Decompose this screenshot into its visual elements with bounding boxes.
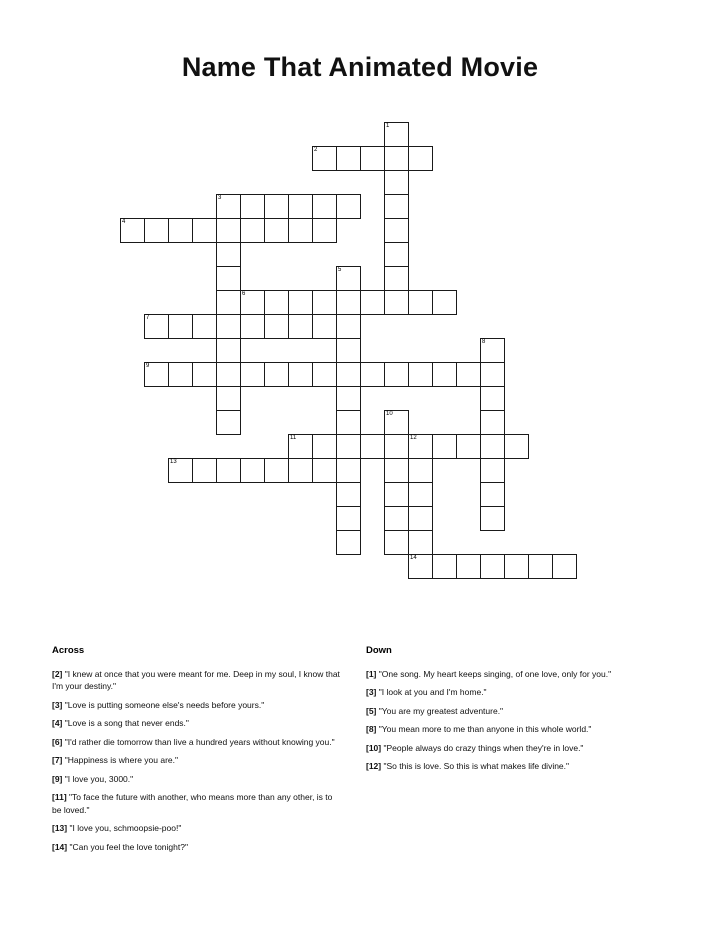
grid-cell[interactable] [360, 362, 385, 387]
grid-cell[interactable] [336, 314, 361, 339]
grid-cell[interactable] [384, 170, 409, 195]
grid-cell[interactable] [216, 338, 241, 363]
across-clue-text: "I love you, 3000." [62, 773, 134, 784]
across-clue-number: [3] [52, 699, 63, 710]
grid-cell[interactable] [384, 530, 409, 555]
grid-cell[interactable] [312, 290, 337, 315]
grid-cell[interactable] [216, 194, 241, 219]
down-clue-number: [3] [366, 687, 377, 697]
down-clue [366, 742, 666, 755]
across-clue-text: "To face the future with another, who means more than any other, is to be loved." [52, 792, 333, 815]
grid-cell[interactable] [480, 506, 505, 531]
grid-cell[interactable] [336, 362, 361, 387]
grid-cell[interactable] [480, 458, 505, 483]
down-clue-number: [1] [366, 668, 377, 679]
grid-cell[interactable] [360, 146, 385, 171]
grid-cell[interactable] [384, 482, 409, 507]
grid-cell[interactable] [216, 386, 241, 411]
grid-cell[interactable] [336, 530, 361, 555]
grid-cell[interactable] [480, 482, 505, 507]
across-clue-number: [9] [52, 773, 63, 784]
grid-cell[interactable] [288, 458, 313, 483]
across-clue-text: "Love is a song that never ends." [62, 718, 189, 728]
grid-cell[interactable] [240, 194, 265, 219]
grid-cell-number: 13 [170, 459, 177, 465]
grid-cell-number: 11 [290, 435, 297, 441]
grid-cell[interactable] [312, 194, 337, 219]
grid-cell[interactable] [240, 290, 265, 315]
grid-cell-number: 2 [314, 147, 318, 153]
grid-cell[interactable] [240, 314, 265, 339]
grid-cell[interactable] [312, 146, 337, 171]
grid-cell[interactable] [360, 290, 385, 315]
grid-cell[interactable] [384, 194, 409, 219]
across-clue-text: "Happiness is where you are." [62, 755, 179, 765]
grid-cell[interactable] [240, 458, 265, 483]
grid-cell[interactable] [384, 458, 409, 483]
grid-cell[interactable] [168, 458, 193, 483]
grid-cell[interactable] [336, 434, 361, 459]
grid-cell[interactable] [384, 506, 409, 531]
down-clue [366, 686, 666, 699]
grid-cell-number: 14 [410, 555, 417, 561]
grid-cell[interactable] [456, 554, 481, 579]
down-clues-column [366, 645, 666, 779]
grid-cell[interactable] [312, 434, 337, 459]
grid-cell[interactable] [336, 338, 361, 363]
grid-cell[interactable] [384, 362, 409, 387]
across-clue [52, 754, 342, 767]
across-clue [52, 736, 342, 749]
grid-cell[interactable] [408, 506, 433, 531]
down-clue-number: [10] [366, 742, 382, 753]
down-clue [366, 705, 666, 718]
across-clue-list [52, 668, 342, 854]
across-clue-text: "I knew at once that you were meant for me. Deep in my soul, I know that I'm your destiny." [52, 668, 340, 691]
grid-cell[interactable] [192, 458, 217, 483]
grid-cell[interactable] [216, 266, 241, 291]
grid-cell[interactable] [528, 554, 553, 579]
grid-cell[interactable] [384, 410, 409, 435]
grid-cell[interactable] [240, 218, 265, 243]
grid-cell[interactable] [168, 362, 193, 387]
grid-cell-number: 5 [338, 267, 342, 273]
grid-cell[interactable] [432, 290, 457, 315]
across-heading: Across [52, 645, 85, 656]
across-clue-number: [11] [52, 792, 67, 802]
down-heading: Down [366, 645, 392, 656]
across-clue-number: [14] [52, 841, 68, 852]
grid-cell[interactable] [432, 554, 457, 579]
across-clue [52, 699, 342, 712]
grid-cell[interactable] [288, 194, 313, 219]
grid-cell[interactable] [504, 434, 529, 459]
across-clue-text: "Love is putting someone else's needs before yours." [62, 699, 265, 710]
grid-cell[interactable] [336, 458, 361, 483]
grid-cell[interactable] [384, 266, 409, 291]
down-clue-number: [12] [366, 761, 382, 771]
grid-cell-number: 10 [386, 411, 393, 417]
grid-cell[interactable] [360, 434, 385, 459]
page-title: Name That Animated Movie [181, 52, 539, 82]
grid-cell-number: 8 [482, 339, 486, 345]
down-clue-number: [5] [366, 705, 377, 716]
grid-cell[interactable] [552, 554, 577, 579]
grid-cell[interactable] [336, 194, 361, 219]
grid-cell[interactable] [384, 434, 409, 459]
grid-cell[interactable] [120, 218, 145, 243]
grid-cell[interactable] [312, 314, 337, 339]
grid-cell[interactable] [336, 506, 361, 531]
down-clue-number: [8] [366, 724, 377, 734]
grid-cell[interactable] [408, 554, 433, 579]
down-clue-text: "So this is love. So this is what makes life divine." [381, 761, 570, 771]
grid-cell[interactable] [264, 194, 289, 219]
grid-cell[interactable] [336, 410, 361, 435]
grid-cell[interactable] [336, 266, 361, 291]
grid-cell[interactable] [456, 434, 481, 459]
grid-cell-number: 7 [146, 315, 150, 321]
grid-cell[interactable] [168, 218, 193, 243]
grid-cell[interactable] [384, 242, 409, 267]
across-clue-text: "Can you feel the love tonight?" [67, 841, 188, 852]
across-clue-text: "I love you, schmoopsie-poo!" [67, 823, 182, 833]
grid-cell[interactable] [480, 410, 505, 435]
grid-cell[interactable] [216, 362, 241, 387]
across-clues-column [52, 645, 342, 859]
grid-cell[interactable] [408, 290, 433, 315]
grid-cell[interactable] [216, 314, 241, 339]
across-clue-number: [4] [52, 718, 63, 728]
down-clue-text: "I look at you and I'm home." [376, 687, 487, 697]
grid-cell[interactable] [336, 290, 361, 315]
grid-cell[interactable] [168, 314, 193, 339]
grid-cell[interactable] [408, 362, 433, 387]
across-clue [52, 773, 342, 786]
grid-cell[interactable] [264, 290, 289, 315]
across-clue [52, 668, 342, 693]
down-clue [366, 723, 666, 736]
grid-cell[interactable] [216, 290, 241, 315]
grid-cell[interactable] [408, 146, 433, 171]
grid-cell[interactable] [384, 122, 409, 147]
grid-cell-number: 12 [410, 435, 417, 441]
grid-cell[interactable] [504, 554, 529, 579]
grid-cell[interactable] [288, 218, 313, 243]
grid-cell[interactable] [264, 218, 289, 243]
grid-cell-number: 3 [218, 195, 222, 201]
grid-cell[interactable] [480, 554, 505, 579]
grid-cell[interactable] [312, 362, 337, 387]
grid-cell[interactable] [408, 434, 433, 459]
grid-cell[interactable] [384, 290, 409, 315]
grid-cell[interactable] [336, 386, 361, 411]
across-clue [52, 841, 342, 854]
grid-cell[interactable] [312, 458, 337, 483]
down-clue-text: "One song. My heart keeps singing, of one love, only for you." [376, 668, 612, 679]
grid-cell[interactable] [480, 338, 505, 363]
down-clue-text: "You are my greatest adventure." [376, 705, 504, 716]
grid-cell[interactable] [216, 242, 241, 267]
grid-cell[interactable] [408, 482, 433, 507]
grid-cell[interactable] [216, 218, 241, 243]
grid-cell[interactable] [192, 314, 217, 339]
grid-cell-number: 1 [386, 123, 390, 129]
grid-cell[interactable] [408, 530, 433, 555]
grid-cell[interactable] [456, 362, 481, 387]
down-clue-text: "People always do crazy things when they're in love." [381, 742, 584, 753]
down-clue-text: "You mean more to me than anyone in this whole world." [376, 724, 592, 734]
across-clue-number: [6] [52, 736, 63, 747]
grid-cell[interactable] [264, 314, 289, 339]
grid-cell[interactable] [288, 434, 313, 459]
grid-cell[interactable] [216, 410, 241, 435]
grid-cell[interactable] [144, 362, 169, 387]
grid-cell[interactable] [288, 314, 313, 339]
down-clue [366, 760, 666, 773]
grid-cell-number: 4 [122, 219, 126, 225]
grid-cell[interactable] [480, 386, 505, 411]
grid-cell[interactable] [432, 362, 457, 387]
crossword-grid[interactable] [120, 122, 610, 602]
grid-cell[interactable] [144, 314, 169, 339]
across-clue-text: "I'd rather die tomorrow than live a hundred years without knowing you." [62, 736, 335, 747]
across-clue-number: [13] [52, 823, 68, 833]
grid-cell[interactable] [216, 458, 241, 483]
across-clue [52, 791, 342, 816]
grid-cell[interactable] [384, 218, 409, 243]
grid-cell[interactable] [480, 434, 505, 459]
grid-cell[interactable] [240, 362, 265, 387]
across-clue [52, 717, 342, 730]
grid-cell[interactable] [192, 362, 217, 387]
grid-cell[interactable] [312, 218, 337, 243]
grid-cell-number: 9 [146, 363, 150, 369]
grid-cell[interactable] [264, 458, 289, 483]
grid-cell[interactable] [288, 290, 313, 315]
across-clue-number: [2] [52, 668, 63, 679]
grid-cell[interactable] [264, 362, 289, 387]
grid-cell[interactable] [288, 362, 313, 387]
across-clue [52, 822, 342, 835]
grid-cell[interactable] [384, 146, 409, 171]
grid-cell[interactable] [336, 146, 361, 171]
grid-cell[interactable] [480, 362, 505, 387]
grid-cell[interactable] [432, 434, 457, 459]
down-clue [366, 668, 666, 681]
grid-cell[interactable] [408, 458, 433, 483]
across-clue-number: [7] [52, 755, 63, 765]
down-clue-list [366, 668, 666, 773]
grid-cell-number: 6 [242, 291, 246, 297]
grid-cell[interactable] [336, 482, 361, 507]
grid-cell[interactable] [144, 218, 169, 243]
grid-cell[interactable] [192, 218, 217, 243]
